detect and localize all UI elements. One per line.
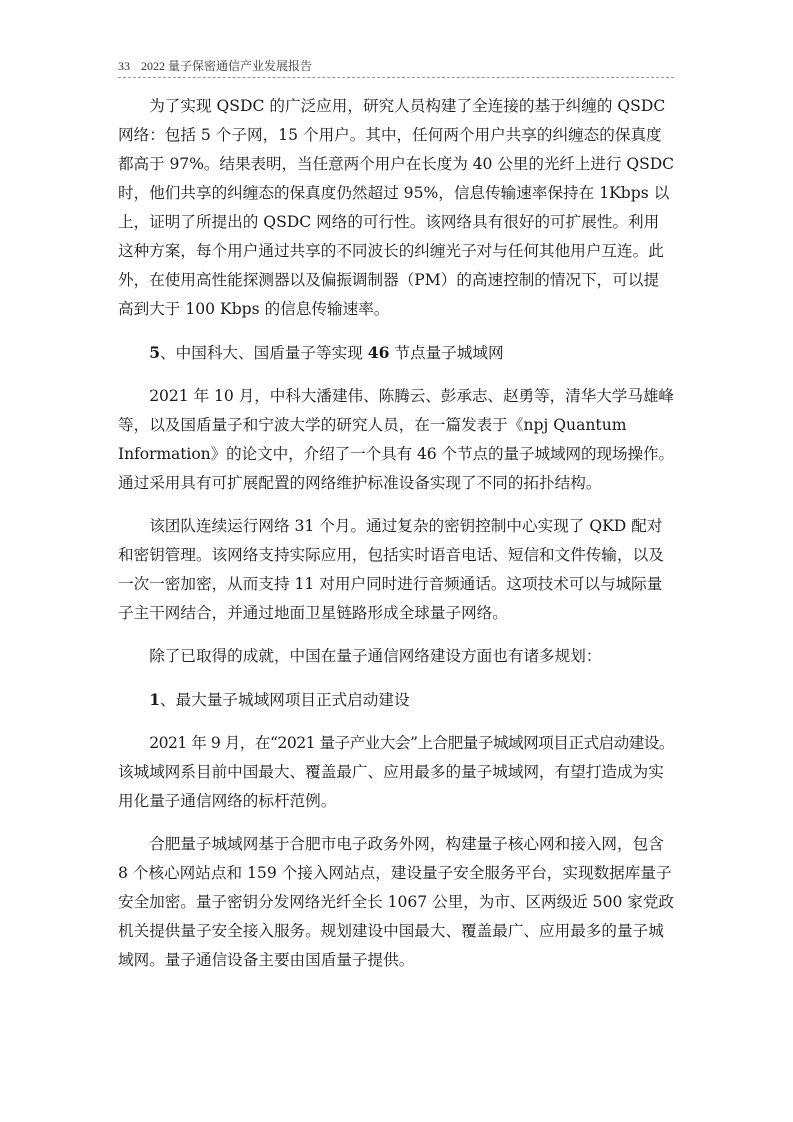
text-line: 这种方案，每个用户通过共享的不同波长的纠缠光子对与任何其他用户互连。此 bbox=[118, 242, 664, 260]
text-line: 该团队连续运行网络 31 个月。通过复杂的密钥控制中心实现了 QKD 配对 bbox=[149, 517, 663, 535]
paragraph-qsdc-network bbox=[118, 92, 674, 324]
page-body bbox=[118, 92, 674, 989]
text-line: 通过采用具有可扩展配置的网络维护标准设备实现了不同的拓扑结构。 bbox=[118, 474, 602, 492]
text-line: 网络：包括 5 个子网，15 个用户。其中，任何两个用户共享的纠缠态的保真度 bbox=[118, 126, 662, 144]
text-line: 高到大于 100 Kbps 的信息传输速率。 bbox=[118, 300, 390, 318]
paragraph-hefei-launch bbox=[118, 729, 674, 816]
text-line: 机关提供量子安全接入服务。规划建设中国最大、覆盖最广、应用最多的量子城 bbox=[118, 922, 664, 940]
section-heading-46-node bbox=[118, 338, 674, 368]
text-line: 合肥量子城域网基于合肥市电子政务外网，构建量子核心网和接入网，包含 bbox=[149, 835, 664, 853]
text-line: 除了已取得的成就，中国在量子通信网络建设方面也有诸多规划： bbox=[149, 647, 602, 665]
heading-text: 、中国科大、国盾量子等实现 bbox=[160, 344, 368, 362]
text-line: 上，证明了所提出的 QSDC 网络的可行性。该网络具有很好的可扩展性。利用 bbox=[118, 213, 660, 231]
heading-number: 5 bbox=[149, 343, 161, 362]
text-line: 安全加密。量子密钥分发网络光纤全长 1067 公里，为市、区两级近 500 家党政 bbox=[118, 893, 674, 911]
text-line: 8 个核心网站点和 159 个接入网站点，建设量子安全服务平台，实现数据库量子 bbox=[118, 864, 672, 882]
text-line: 该城域网系目前中国最大、覆盖最广、应用最多的量子城域网，有望打造成为实 bbox=[118, 763, 664, 781]
text-line: 2021 年 10 月，中科大潘建伟、陈腾云、彭承志、赵勇等，清华大学马雄峰 bbox=[149, 387, 674, 405]
report-title: 2022 量子保密通信产业发展报告 bbox=[141, 59, 313, 73]
running-header bbox=[118, 58, 678, 74]
heading-text: 节点量子城域网 bbox=[389, 344, 504, 362]
text-line: 为了实现 QSDC 的广泛应用，研究人员构建了全连接的基于纠缠的 QSDC bbox=[149, 97, 666, 115]
text-line: 域网。量子通信设备主要由国盾量子提供。 bbox=[118, 951, 415, 969]
heading-bold-number: 46 bbox=[367, 343, 390, 362]
paragraph-plans-intro bbox=[118, 642, 674, 671]
paragraph-hefei-details bbox=[118, 830, 674, 975]
paragraph-31-months bbox=[118, 512, 674, 628]
header-divider bbox=[118, 77, 674, 78]
heading-text: 、最大量子城域网项目正式启动建设 bbox=[160, 691, 410, 709]
text-line: 时，他们共享的纠缠态的保真度仍然超过 95%，信息传输速率保持在 1Kbps 以 bbox=[118, 184, 670, 202]
text-line: 等，以及国盾量子和宁波大学的研究人员，在一篇发表于《npj Quantum bbox=[118, 416, 627, 434]
text-line: Information》的论文中，介绍了一个具有 46 个节点的量子城域网的现场操作。 bbox=[118, 445, 675, 463]
text-line: 2021 年 9 月，在“2021 量子产业大会”上合肥量子城域网项目正式启动建设。 bbox=[149, 734, 674, 752]
page-number: 33 bbox=[118, 59, 130, 73]
text-line: 和密钥管理。该网络支持实际应用，包括实时语音电话、短信和文件传输，以及 bbox=[118, 546, 664, 564]
text-line: 用化量子通信网络的标杆范例。 bbox=[118, 792, 337, 810]
text-line: 子主干网结合，并通过地面卫星链路形成全球量子网络。 bbox=[118, 604, 508, 622]
text-line: 外，在使用高性能探测器以及偏振调制器（PM）的高速控制的情况下，可以提 bbox=[118, 271, 660, 289]
text-line: 都高于 97%。结果表明，当任意两个用户在长度为 40 公里的光纤上进行 QSDC bbox=[118, 155, 674, 173]
section-heading-largest-metro bbox=[118, 685, 674, 715]
text-line: 一次一密加密，从而支持 11 对用户同时进行音频通话。这项技术可以与城际量 bbox=[118, 575, 663, 593]
heading-number: 1 bbox=[149, 690, 161, 709]
paragraph-npj-paper bbox=[118, 382, 674, 498]
